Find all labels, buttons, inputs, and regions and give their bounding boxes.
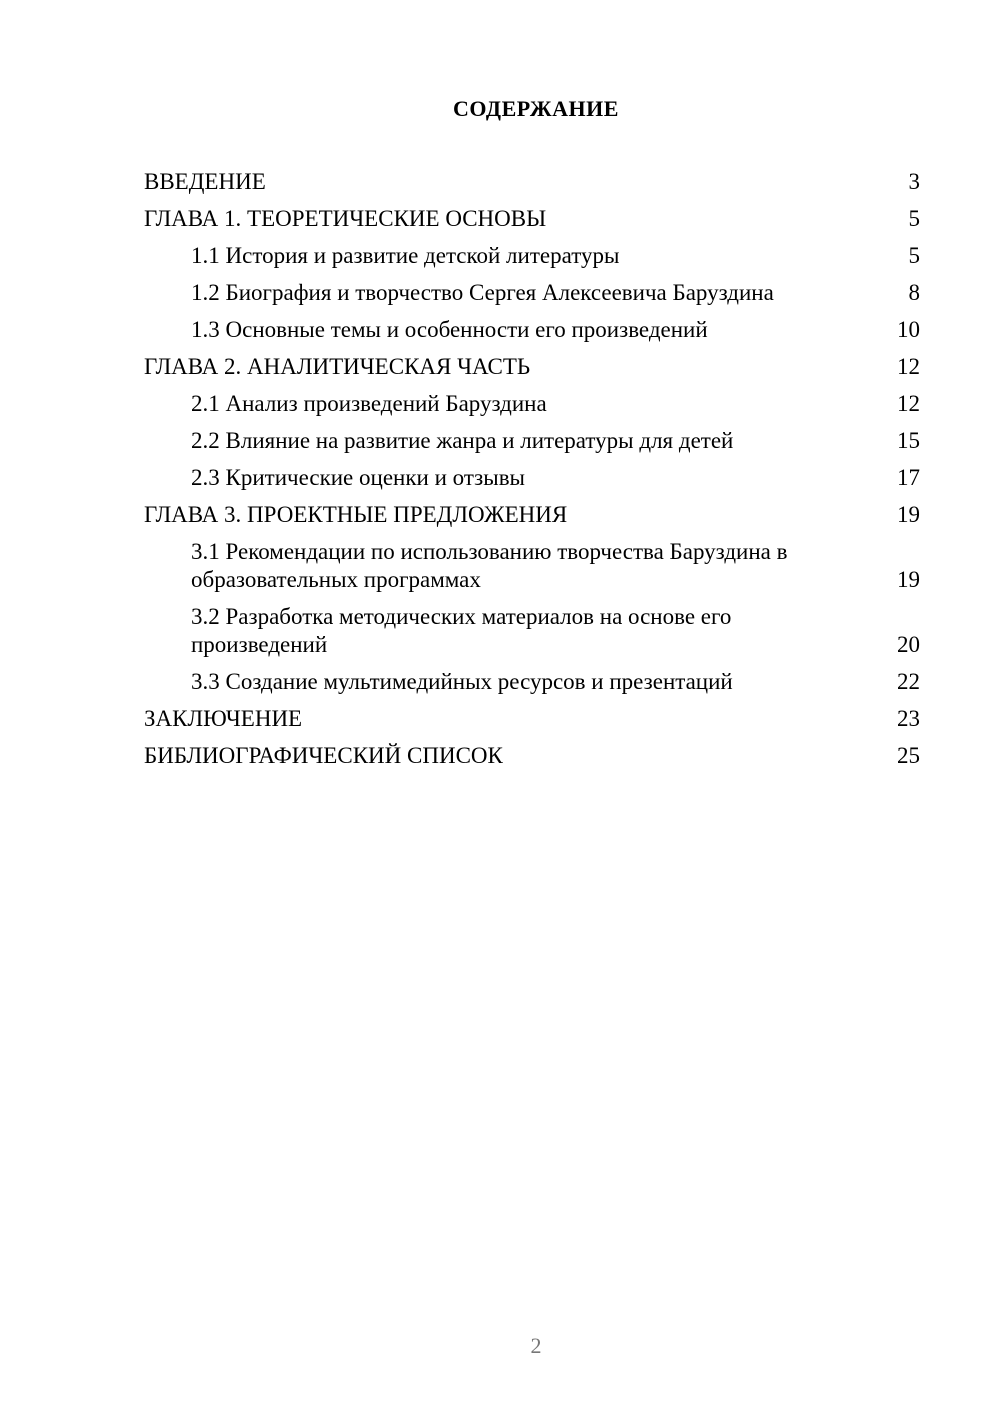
toc-entry-text: 2.3 Критические оценки и отзывы	[191, 465, 526, 490]
page-number: 2	[530, 1333, 542, 1358]
table-of-contents	[144, 168, 920, 779]
toc-entry-page: 17	[897, 465, 920, 490]
toc-entry-page: 12	[897, 391, 920, 416]
toc-entry-text: 1.1 История и развитие детской литературы	[191, 243, 620, 268]
toc-entry-page: 25	[897, 743, 920, 768]
toc-entry-page: 19	[897, 567, 920, 592]
toc-entry-text: 2.1 Анализ произведений Баруздина	[191, 391, 547, 416]
toc-entry-page: 5	[908, 206, 920, 231]
toc-entry-conclusion[interactable]	[144, 705, 920, 733]
toc-entry-page: 12	[897, 354, 920, 379]
toc-entry-section-3-3[interactable]	[144, 668, 920, 696]
toc-entry-introduction[interactable]	[144, 168, 920, 196]
toc-entry-section-3-2[interactable]	[144, 603, 920, 659]
toc-entry-section-2-2[interactable]	[144, 427, 920, 455]
toc-entry-page: 15	[897, 428, 920, 453]
toc-entry-page: 23	[897, 706, 920, 731]
toc-entry-page: 8	[908, 280, 920, 305]
toc-entry-text: 3.1 Рекомендации по использованию творчества Баруздина в образовательных программах	[191, 539, 788, 592]
toc-entry-section-2-3[interactable]	[144, 464, 920, 492]
toc-entry-text: ГЛАВА 2. АНАЛИТИЧЕСКАЯ ЧАСТЬ	[144, 354, 531, 379]
toc-entry-text: 3.3 Создание мультимедийных ресурсов и презентаций	[191, 669, 733, 694]
toc-entry-section-3-1[interactable]	[144, 538, 920, 594]
toc-entry-section-2-1[interactable]	[144, 390, 920, 418]
toc-entry-text: ГЛАВА 1. ТЕОРЕТИЧЕСКИЕ ОСНОВЫ	[144, 206, 547, 231]
toc-entry-page: 3	[908, 169, 920, 194]
toc-entry-bibliography[interactable]	[144, 742, 920, 770]
toc-entry-section-1-1[interactable]	[144, 242, 920, 270]
toc-entry-text: БИБЛИОГРАФИЧЕСКИЙ СПИСОК	[144, 743, 503, 768]
toc-entry-text: 1.2 Биография и творчество Сергея Алексеевича Баруздина	[191, 280, 774, 305]
toc-entry-text: 3.2 Разработка методических материалов на основе его произведений	[191, 604, 732, 657]
toc-entry-page: 22	[897, 669, 920, 694]
toc-entry-chapter-1[interactable]	[144, 205, 920, 233]
toc-entry-chapter-3[interactable]	[144, 501, 920, 529]
toc-entry-text: ГЛАВА 3. ПРОЕКТНЫЕ ПРЕДЛОЖЕНИЯ	[144, 502, 568, 527]
toc-entry-section-1-2[interactable]	[144, 279, 920, 307]
toc-entry-text: 2.2 Влияние на развитие жанра и литературы для детей	[191, 428, 734, 453]
toc-entry-page: 10	[897, 317, 920, 342]
toc-entry-chapter-2[interactable]	[144, 353, 920, 381]
toc-entry-section-1-3[interactable]	[144, 316, 920, 344]
toc-entry-page: 20	[897, 632, 920, 657]
toc-entry-text: ЗАКЛЮЧЕНИЕ	[144, 706, 303, 731]
toc-entry-page: 5	[908, 243, 920, 268]
toc-entry-page: 19	[897, 502, 920, 527]
toc-entry-text: 1.3 Основные темы и особенности его произведений	[191, 317, 708, 342]
page-title: СОДЕРЖАНИЕ	[453, 96, 619, 121]
toc-entry-text: ВВЕДЕНИЕ	[144, 169, 266, 194]
